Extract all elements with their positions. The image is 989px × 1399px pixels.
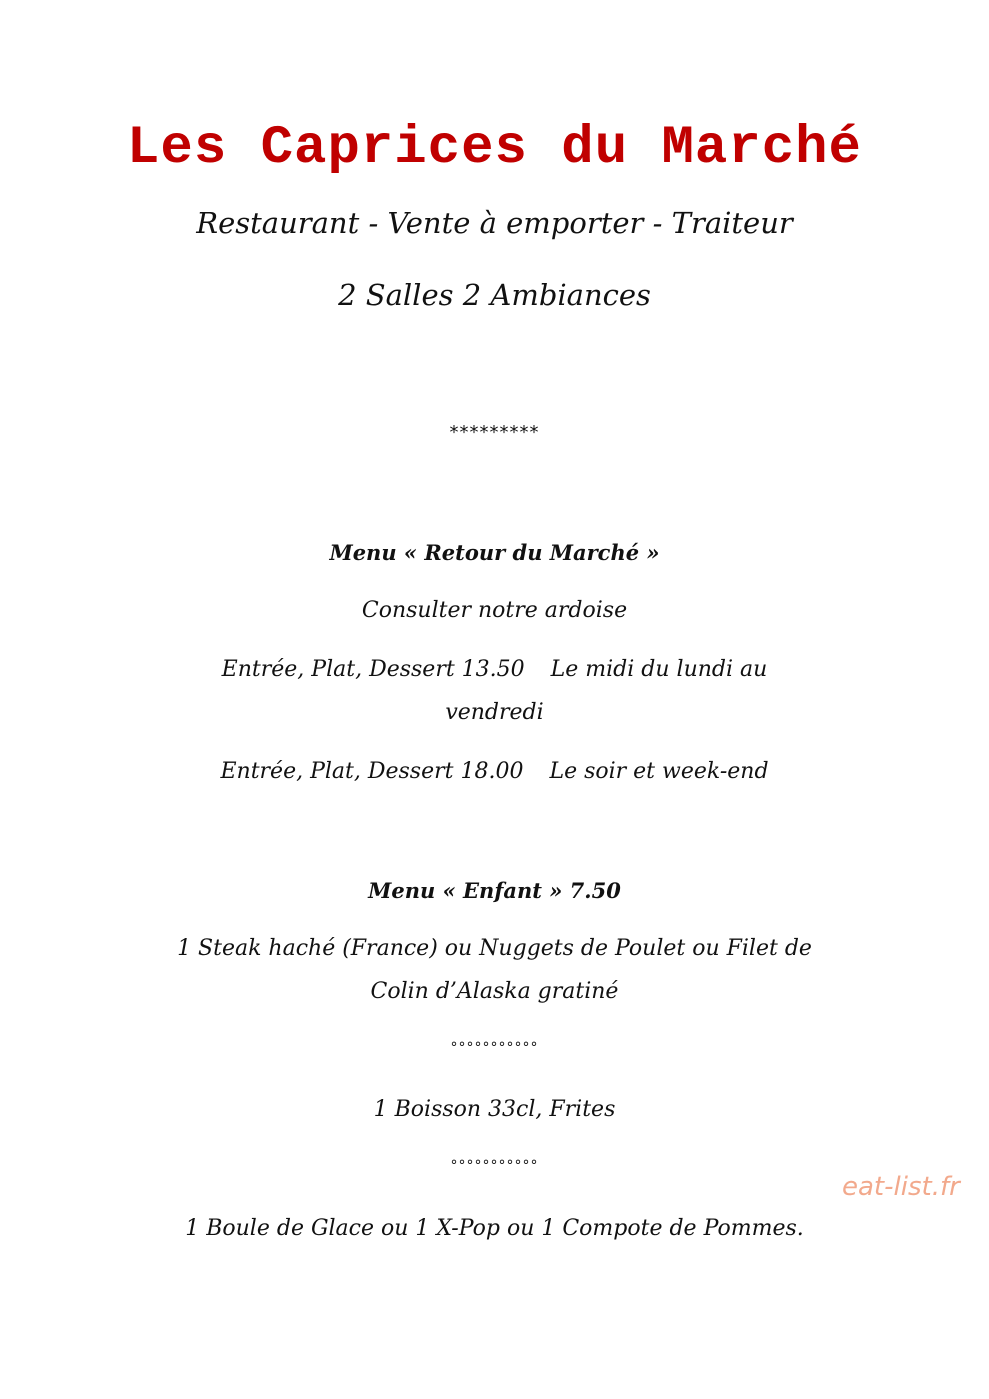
menu-retour-soir-line bbox=[0, 759, 989, 784]
menu-enfant-boisson: 1 Boisson 33cl, Frites bbox=[373, 1097, 616, 1122]
menu-retour-midi-price: Entrée, Plat, Dessert 13.50 bbox=[221, 657, 525, 682]
menu-enfant-separator-2: °°°°°°°°°°° bbox=[450, 1158, 539, 1174]
menu-retour-midi-when: Le midi du lundi au bbox=[550, 657, 768, 682]
star-separator: ********* bbox=[449, 422, 540, 443]
menu-retour-midi-line2: vendredi bbox=[445, 700, 544, 725]
menu-enfant-separator-1: °°°°°°°°°°° bbox=[450, 1040, 539, 1056]
menu-enfant-dessert: 1 Boule de Glace ou 1 X-Pop ou 1 Compote de Pommes. bbox=[185, 1216, 804, 1241]
menu-enfant-plat-line1: 1 Steak haché (France) ou Nuggets de Poulet ou Filet de bbox=[177, 936, 812, 961]
watermark-text: eat-list.fr bbox=[842, 1172, 960, 1202]
menu-retour-midi-line bbox=[0, 657, 989, 682]
menu-retour-soir-price: Entrée, Plat, Dessert 18.00 bbox=[220, 759, 524, 784]
menu-retour-soir-when: Le soir et week-end bbox=[549, 759, 769, 784]
menu-enfant-plat-line2: Colin d’Alaska gratiné bbox=[370, 979, 619, 1004]
restaurant-title: Les Caprices du Marché bbox=[127, 118, 862, 179]
menu-retour-note: Consulter notre ardoise bbox=[361, 598, 628, 623]
restaurant-subtitle: Restaurant - Vente à emporter - Traiteur bbox=[196, 206, 793, 240]
restaurant-tagline: 2 Salles 2 Ambiances bbox=[338, 278, 651, 312]
menu-retour-title: Menu « Retour du Marché » bbox=[329, 540, 660, 565]
menu-enfant-title: Menu « Enfant » 7.50 bbox=[368, 878, 621, 903]
